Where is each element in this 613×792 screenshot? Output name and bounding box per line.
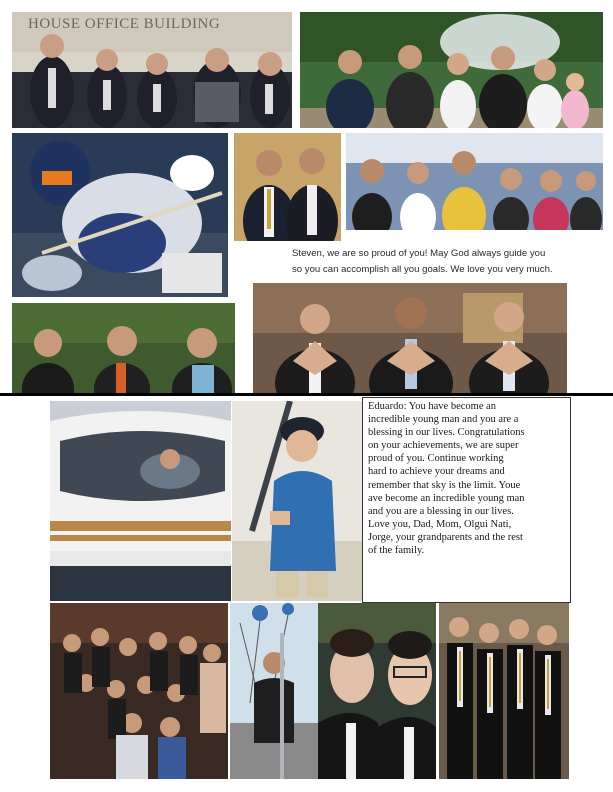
photo-three-teens xyxy=(12,303,235,395)
caption-steven-line-2: so you can accomplish all you goals. We love you very much. xyxy=(292,264,553,275)
photo-two-teens-closeup xyxy=(318,603,436,779)
caption-steven xyxy=(292,246,602,278)
photo-family-group xyxy=(50,603,228,779)
caption-steven-line-1: Steven, we are so proud of you! May God always guide you xyxy=(292,248,546,259)
photo-two-men-suits xyxy=(234,133,341,241)
caption-eduardo-line-8: ave become an incredible young man xyxy=(368,492,525,504)
photo-group-blazers xyxy=(439,603,569,779)
caption-eduardo-line-10: Love you, Dad, Mom, Olgui Nati, xyxy=(368,518,512,530)
caption-eduardo-line-11: Jorge, your grandparents and the rest xyxy=(368,531,523,543)
caption-eduardo xyxy=(368,400,568,557)
caption-eduardo-line-5: proud of you. Continue working xyxy=(368,453,504,465)
page-divider xyxy=(0,393,613,396)
caption-eduardo-line-12: of the family. xyxy=(368,545,425,557)
photo-house-office-building xyxy=(12,12,292,128)
caption-eduardo-line-7: remember that sky is the limit. Youe xyxy=(368,479,521,491)
caption-eduardo-line-9: and you are a blessing in our lives. xyxy=(368,505,514,517)
photo-boy-baseball-bat xyxy=(232,401,362,601)
caption-eduardo-line-2: incredible young man and you are a xyxy=(368,414,519,426)
photo-airplane xyxy=(50,401,231,601)
photo-group-outdoors xyxy=(346,133,603,230)
caption-eduardo-line-6: hard to achieve your dreams and xyxy=(368,466,505,478)
caption-eduardo-line-3: blessing in our lives. Congratulations xyxy=(368,427,525,439)
photo-lacrosse xyxy=(12,133,228,297)
photo-three-hand-gestures xyxy=(253,283,567,396)
photo-boy-balloons xyxy=(230,603,318,779)
caption-eduardo-line-1: Eduardo: You have become an xyxy=(368,401,497,412)
caption-eduardo-line-4: on your achievements, we are super xyxy=(368,440,519,452)
photo-family-fountain xyxy=(300,12,603,128)
building-sign-text: HOUSE OFFICE BUILDING xyxy=(28,16,221,32)
